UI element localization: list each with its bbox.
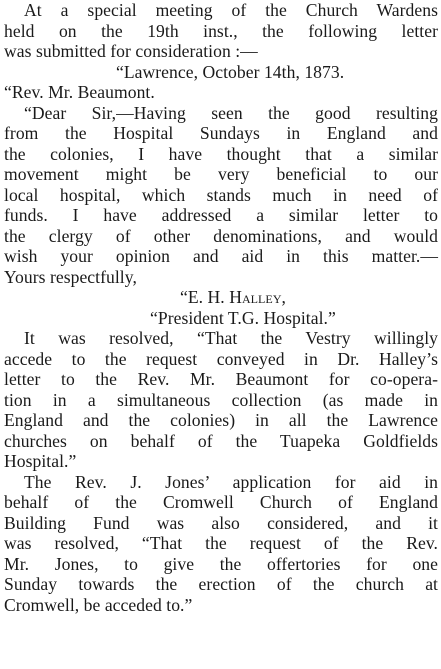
paragraph-3-line-4: was resolved, “That the request of the Rev.: [4, 533, 438, 553]
letter-body-line-8: wish your opinion and aid in this matter.—: [4, 246, 438, 266]
resolution-1-line-1: It was resolved, “That the Vestry willingly: [24, 328, 438, 348]
paragraph-3-line-7: Cromwell, be acceded to.”: [4, 594, 193, 615]
paragraph-1-line-3: was submitted for consideration :—: [4, 41, 258, 61]
letter-dateline: “Lawrence, October 14th, 1873.: [116, 61, 345, 82]
paragraph-3-line-1: The Rev. J. Jones’ application for aid in: [24, 471, 438, 492]
letter-body-line-7: the clergy of other denominations, and would: [4, 225, 438, 246]
letter-body-line-5: local hospital, which stands much in need of: [4, 184, 438, 205]
resolution-1-line-7: Hospital.”: [4, 451, 77, 471]
paragraph-1-line-1: At a special meeting of the Church Wardens: [24, 0, 438, 20]
letter-signature-title: “President T.G. Hospital.”: [150, 307, 336, 328]
letter-addressee: “Rev. Mr. Beaumont.: [4, 82, 155, 102]
resolution-1-line-4: tion in a simultaneous collection (as made in: [4, 389, 438, 410]
letter-closing: Yours respectfully,: [4, 266, 137, 287]
letter-body-line-4: movement might be very beneficial to our: [4, 164, 438, 184]
paragraph-3-line-6: Sunday towards the erection of the church at: [4, 574, 438, 594]
letter-body-line-2: from the Hospital Sundays in England and: [4, 123, 438, 143]
paragraph-3-line-2: behalf of the Cromwell Church of England: [4, 492, 438, 512]
paragraph-1-line-2: held on the 19th inst., the following letter: [4, 20, 438, 41]
resolution-1-line-2: accede to the request conveyed in Dr. Halley’s: [4, 348, 438, 369]
resolution-1-line-3: letter to the Rev. Mr. Beaumont for co-opera-: [4, 369, 438, 389]
letter-body-line-3: the colonies, I have thought that a similar: [4, 143, 438, 164]
resolution-1-line-6: churches on behalf of the Tuapeka Goldfields: [4, 430, 438, 451]
letter-body-line-6: funds. I have addressed a similar letter to: [4, 205, 438, 225]
paragraph-3-line-3: Building Fund was also considered, and it: [4, 512, 438, 533]
resolution-1-line-5: England and the colonies) in all the Lawrence: [4, 410, 438, 430]
paragraph-3-line-5: Mr. Jones, to give the offertories for one: [4, 553, 438, 574]
letter-signature-name: “E. H. Halley,: [180, 287, 286, 307]
letter-body-line-1: “Dear Sir,—Having seen the good resulting: [24, 102, 438, 123]
